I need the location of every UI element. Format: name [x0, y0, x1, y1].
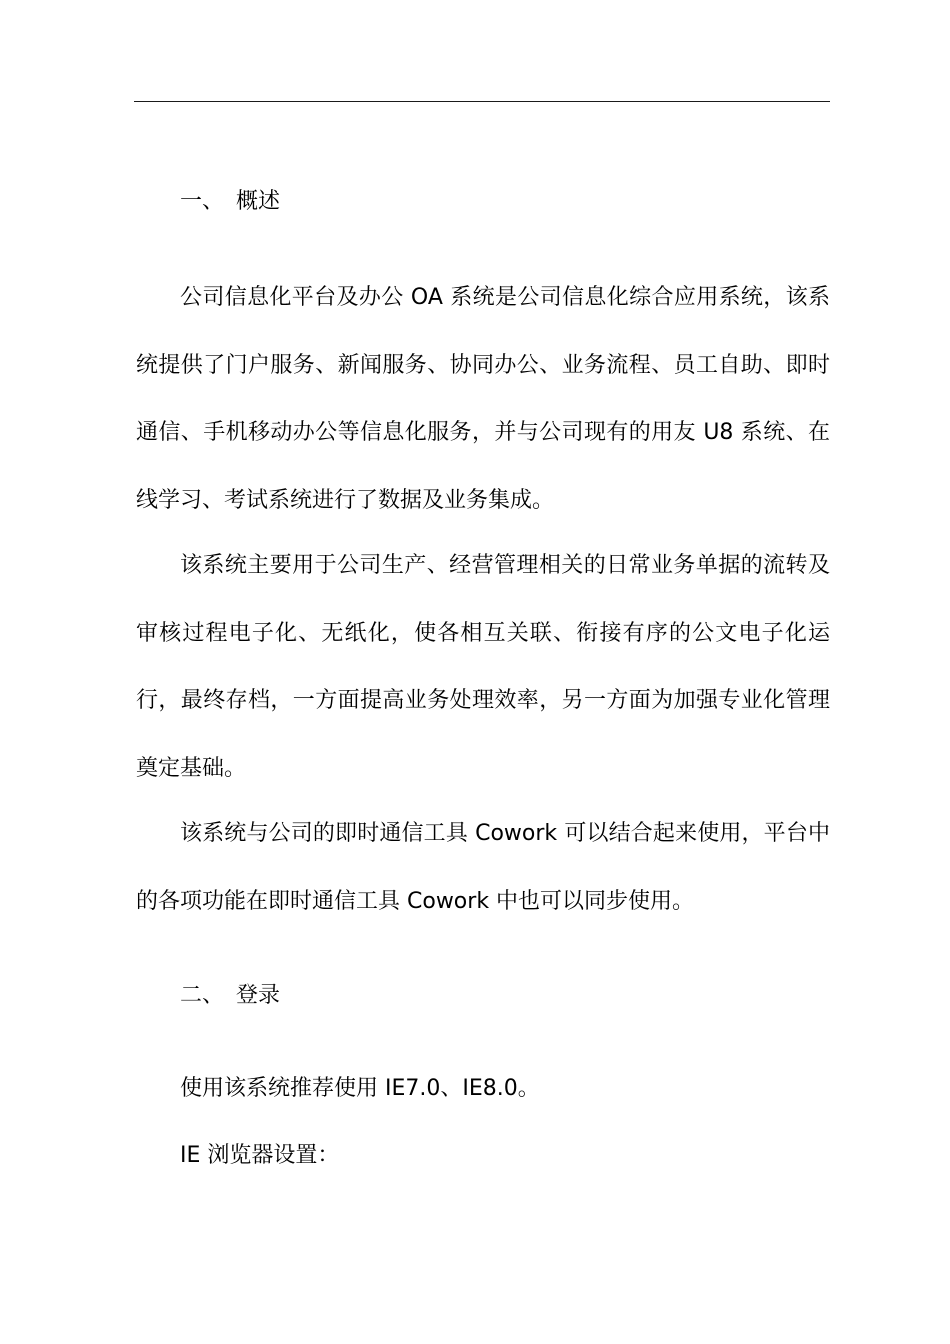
- browser-recommendation: 使用该系统推荐使用 IE7.0、IE8.0。: [180, 1076, 540, 1101]
- section-heading-overview: [180, 185, 280, 219]
- section-title: 登录: [236, 983, 281, 1008]
- browser-settings-label: IE 浏览器设置：: [180, 1143, 340, 1168]
- paragraph-cowork: 该系统与公司的即时通信工具 Cowork 可以结合起来使用，平台中的各项功能在即时通信工具 Cowork 中也可以同步使用。: [136, 821, 830, 914]
- section-number: 一、: [180, 189, 225, 214]
- section-title: 概述: [236, 189, 281, 214]
- section-number: 二、: [180, 983, 225, 1008]
- section-heading-login: [180, 979, 280, 1013]
- paragraph-purpose: 该系统主要用于公司生产、经营管理相关的日常业务单据的流转及审核过程电子化、无纸化，使各相互关联、衔接有序的公文电子化运行，最终存档，一方面提高业务处理效率，另一方面为加强专业化管理奠定基础。: [136, 553, 830, 781]
- header-rule: [134, 101, 830, 102]
- paragraph-intro: 公司信息化平台及办公 OA 系统是公司信息化综合应用系统，该系统提供了门户服务、新闻服务、协同办公、业务流程、员工自助、即时通信、手机移动办公等信息化服务，并与公司现有的用友 U8 系统、在线学习、考试系统进行了数据及业务集成。: [136, 285, 830, 513]
